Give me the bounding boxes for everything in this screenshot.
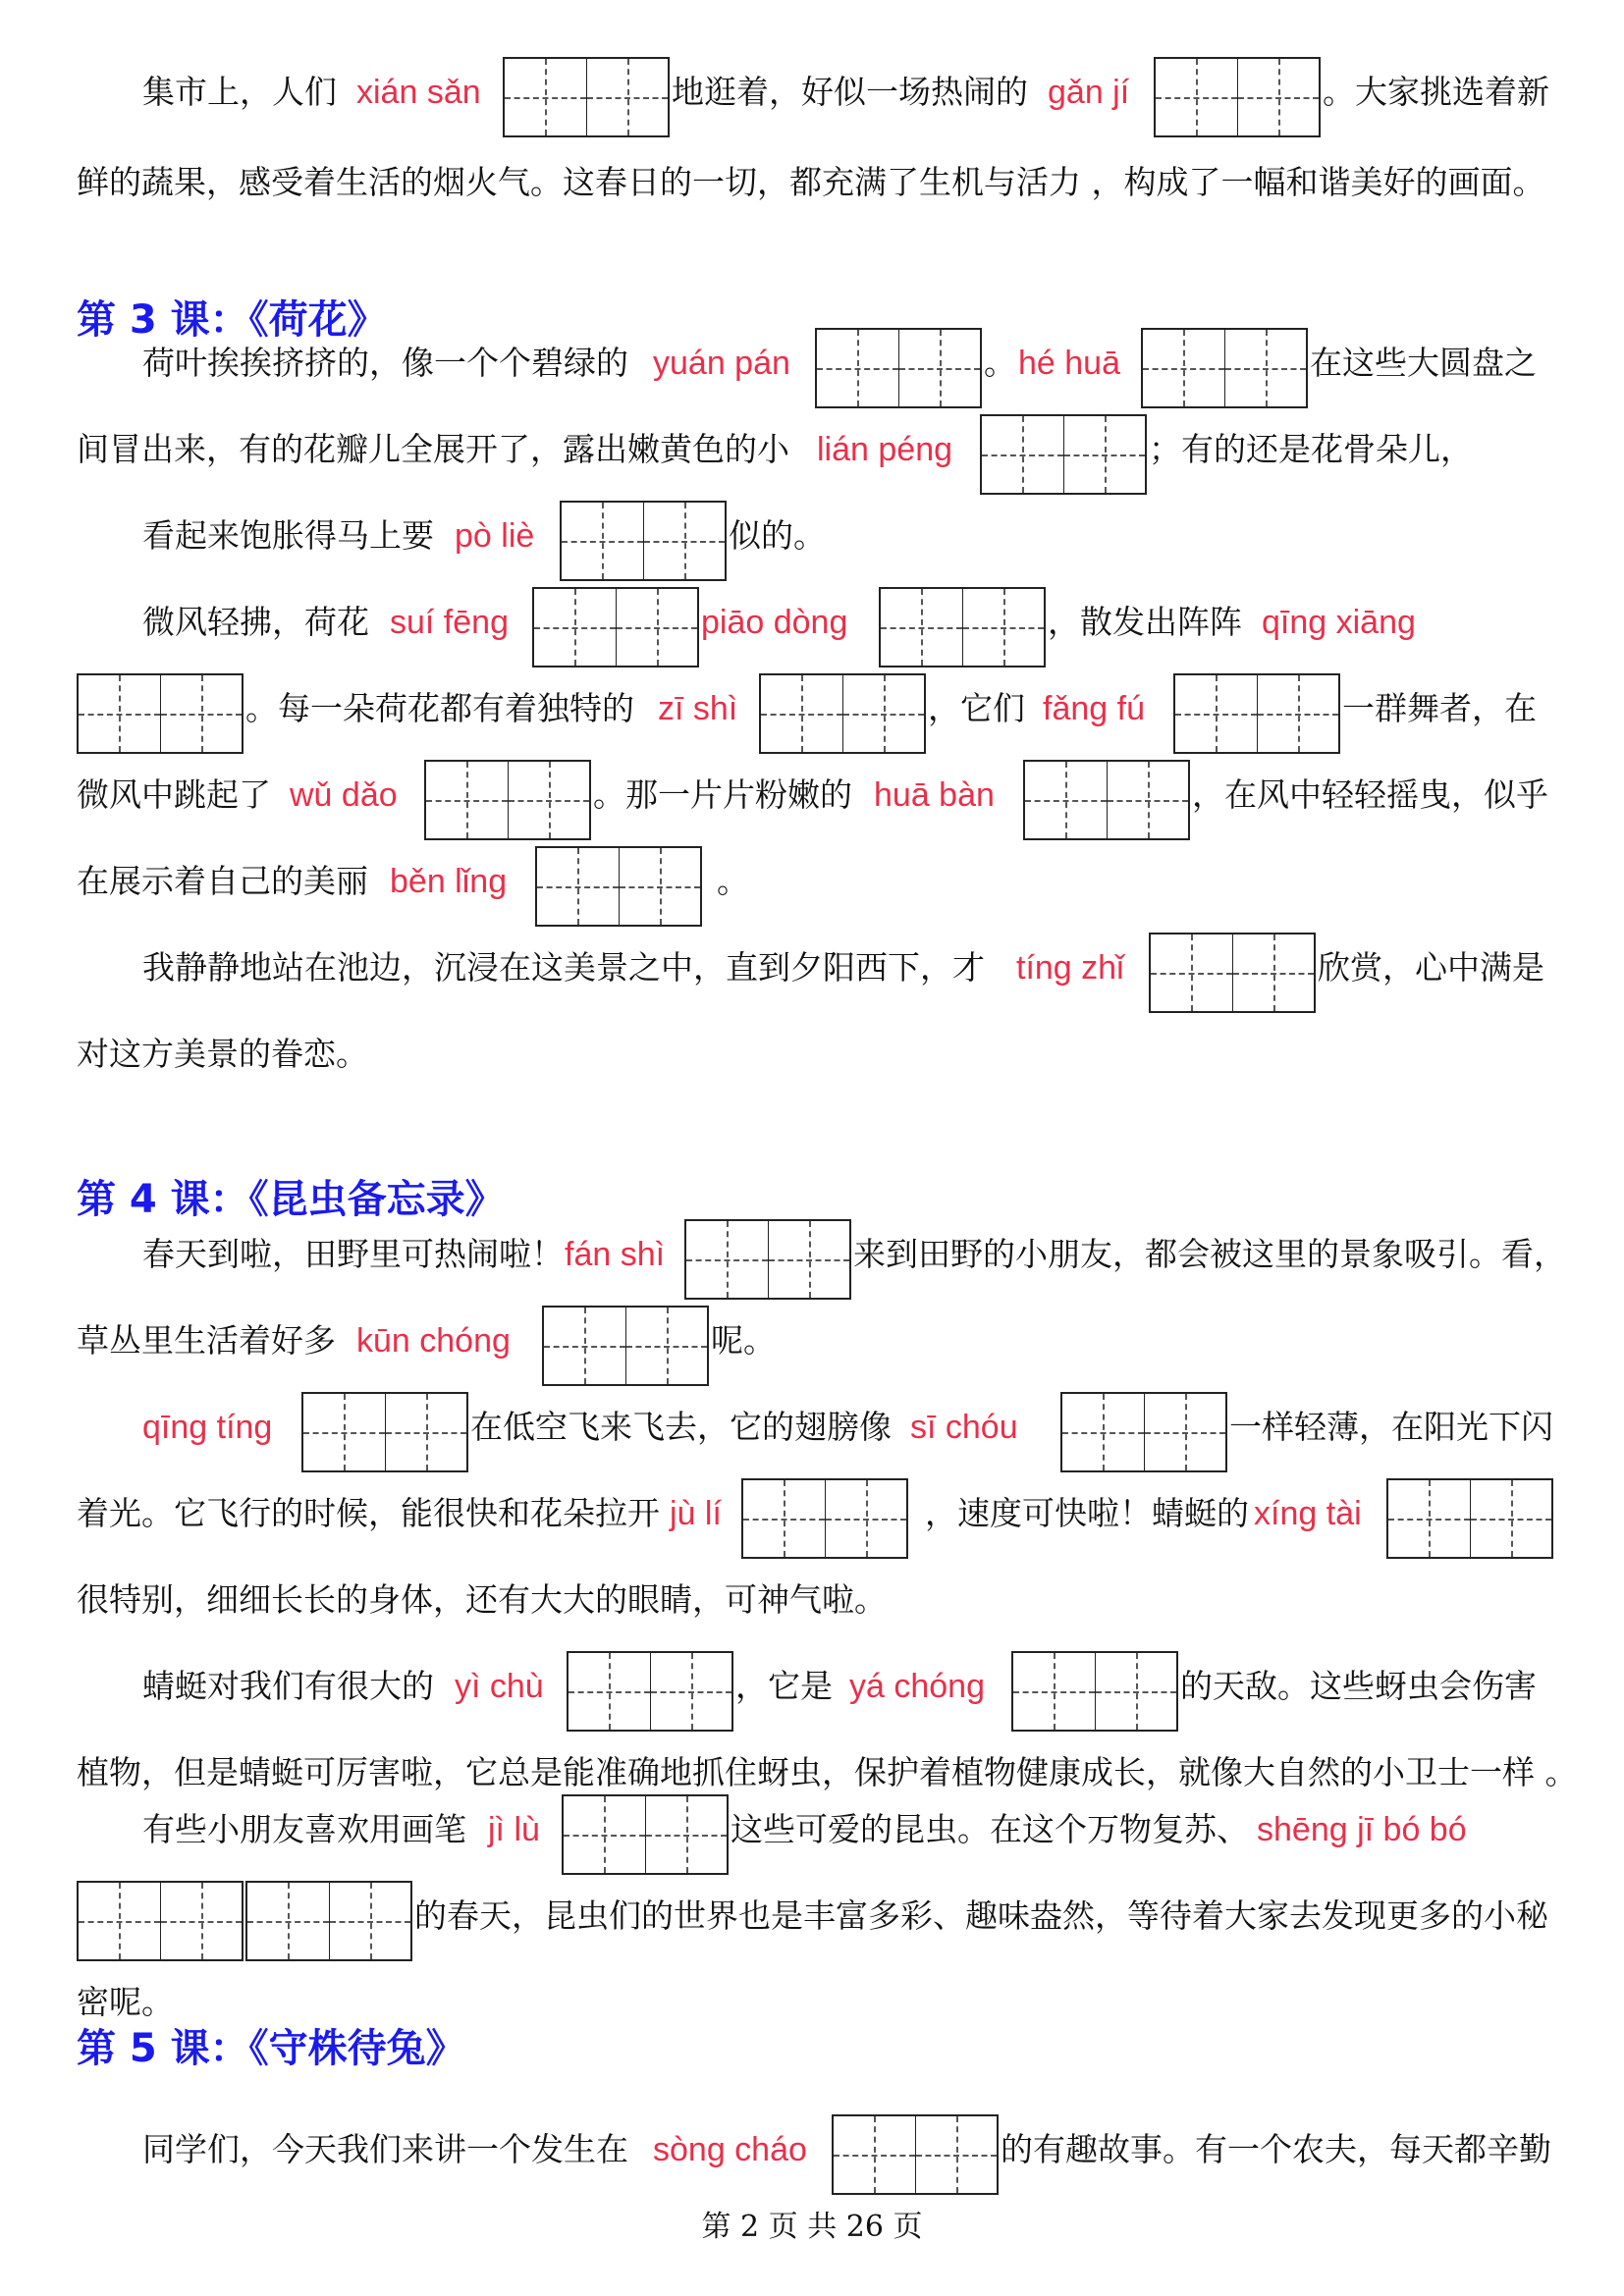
writing-cell[interactable] [962, 589, 1045, 666]
text-line [0, 1009, 1624, 1103]
writing-cell[interactable] [564, 1796, 645, 1873]
writing-cell[interactable] [1175, 675, 1257, 752]
pinyin-prompt: fǎng fú [1043, 690, 1145, 727]
text-line [0, 923, 1624, 1017]
writing-cell[interactable] [247, 1883, 329, 1959]
body-text: 在这些大圆盘之 [1310, 344, 1537, 382]
body-text: 有些小朋友喜欢用画笔 [142, 1810, 466, 1848]
writing-cell[interactable] [768, 1221, 850, 1298]
text-line [0, 404, 1624, 499]
pinyin-prompt: fán shì [565, 1236, 666, 1273]
text-line [0, 1382, 1624, 1476]
writing-cell[interactable] [1095, 1653, 1177, 1730]
text-line [0, 664, 1624, 758]
text-line [0, 577, 1624, 671]
body-text: 的有趣故事。有一个农夫，每天都辛勤 [1001, 2130, 1551, 2168]
pinyin-prompt: hé huā [1018, 345, 1120, 382]
body-text: 呢。 [711, 1321, 776, 1360]
writing-cell[interactable] [1063, 416, 1146, 493]
body-text: 对这方美景的眷恋。 [77, 1035, 368, 1073]
tianzige-answer-box[interactable] [815, 328, 982, 408]
tianzige-answer-box[interactable] [1141, 328, 1308, 408]
writing-cell[interactable] [544, 1308, 625, 1384]
tianzige-answer-box[interactable] [1173, 673, 1340, 754]
writing-cell[interactable] [1257, 675, 1339, 752]
tianzige-answer-box[interactable] [567, 1651, 733, 1732]
pinyin-prompt: zī shì [658, 690, 738, 727]
body-text: 密呢。 [77, 1983, 174, 2021]
body-text: 。每一朵荷花都有着独特的 [245, 689, 634, 727]
writing-cell[interactable] [1388, 1480, 1470, 1557]
body-text: 。 [717, 862, 749, 900]
tianzige-answer-box[interactable] [535, 846, 702, 927]
text-line [0, 1785, 1624, 1879]
body-text: 草丛里生活着好多 [77, 1321, 336, 1360]
pinyin-prompt: tíng zhǐ [1016, 949, 1124, 987]
writing-cell[interactable] [1156, 59, 1237, 135]
body-text: ，它是 [735, 1667, 833, 1705]
lesson-heading: 第 5 课：《守株待兔》 [77, 2026, 465, 2071]
writing-cell[interactable] [842, 675, 925, 752]
text-line [0, 47, 1624, 141]
body-text: 来到田野的小朋友，都会被这里的景象吸引。看， [853, 1235, 1566, 1273]
pinyin-prompt: jì lù [488, 1811, 540, 1848]
tianzige-answer-box[interactable] [532, 587, 699, 667]
tianzige-answer-box[interactable] [245, 1881, 412, 1961]
text-line [0, 836, 1624, 931]
pinyin-prompt: wǔ dǎo [290, 776, 398, 814]
body-text: 植物，但是蜻蜓可厉害啦，它总是能准确地抓住蚜虫，保护着植物健康成长，就像大自然的小卫士一样 。 [77, 1753, 1578, 1791]
pinyin-prompt: pò liè [455, 517, 535, 555]
writing-cell[interactable] [1025, 762, 1107, 838]
text-line [0, 1209, 1624, 1304]
writing-cell[interactable] [825, 1480, 907, 1557]
writing-cell[interactable] [898, 330, 981, 406]
writing-cell[interactable] [562, 503, 643, 579]
writing-cell[interactable] [982, 416, 1063, 493]
writing-cell[interactable] [1062, 1394, 1144, 1470]
tianzige-answer-box[interactable] [1023, 760, 1190, 840]
body-text: ，它们 [928, 689, 1025, 727]
writing-cell[interactable] [426, 762, 508, 838]
pinyin-prompt: qīng xiāng [1262, 604, 1416, 641]
writing-cell[interactable] [586, 59, 669, 135]
writing-cell[interactable] [619, 848, 701, 925]
tianzige-answer-box[interactable] [424, 760, 591, 840]
body-text: 间冒出来，有的花瓣儿全展开了，露出嫩黄色的小 [77, 430, 789, 468]
writing-cell[interactable] [329, 1883, 411, 1959]
writing-cell[interactable] [1107, 762, 1189, 838]
tianzige-answer-box[interactable] [684, 1219, 851, 1300]
pinyin-prompt: xián sǎn [356, 74, 481, 111]
text-line [0, 1468, 1624, 1563]
pinyin-prompt: suí fēng [390, 604, 509, 641]
writing-cell[interactable] [160, 675, 243, 752]
pinyin-prompt: kūn chóng [356, 1322, 511, 1360]
tianzige-answer-box[interactable] [301, 1392, 468, 1472]
writing-cell[interactable] [643, 503, 726, 579]
tianzige-answer-box[interactable] [980, 414, 1147, 495]
tianzige-answer-box[interactable] [1149, 933, 1316, 1013]
writing-cell[interactable] [79, 1883, 160, 1959]
writing-cell[interactable] [645, 1796, 728, 1873]
pinyin-prompt: shēng jī bó bó [1257, 1811, 1467, 1848]
body-text: 。 [984, 344, 1016, 382]
writing-cell[interactable] [1143, 330, 1224, 406]
tianzige-answer-box[interactable] [759, 673, 926, 754]
body-text: ，速度可快啦！蜻蜓的 [925, 1494, 1249, 1532]
body-text: 微风轻拂，荷花 [142, 603, 369, 641]
body-text: 集市上，人们 [142, 73, 337, 111]
text-line [0, 750, 1624, 844]
writing-cell[interactable] [834, 2116, 915, 2193]
writing-cell[interactable] [505, 59, 586, 135]
writing-cell[interactable] [1470, 1480, 1552, 1557]
body-text: 荷叶挨挨挤挤的，像一个个碧绿的 [142, 344, 628, 382]
tianzige-answer-box[interactable] [879, 587, 1046, 667]
pinyin-prompt: huā bàn [874, 776, 995, 814]
pinyin-prompt: jù lí [670, 1495, 722, 1532]
tianzige-answer-box[interactable] [560, 501, 727, 581]
tianzige-answer-box[interactable] [1154, 57, 1321, 137]
body-text: 在展示着自己的美丽 [77, 862, 368, 900]
writing-cell[interactable] [1224, 330, 1307, 406]
body-text: 着光。它飞行的时候，能很快和花朵拉开 [77, 1494, 660, 1532]
body-text: 一群舞者，在 [1342, 689, 1537, 727]
body-text: 蜻蜓对我们有很大的 [142, 1667, 434, 1705]
text-line [0, 1296, 1624, 1390]
text-line [0, 1957, 1624, 2052]
writing-cell[interactable] [508, 762, 590, 838]
page-footer: 第 2 页 共 26 页 [701, 2210, 923, 2244]
pinyin-prompt: qīng tíng [142, 1409, 273, 1446]
body-text: 似的。 [729, 516, 826, 555]
body-text: ；有的还是花骨朵儿， [1149, 430, 1473, 468]
body-text: 我静静地站在池边，沉浸在这美景之中，直到夕阳西下，才 [142, 948, 985, 987]
body-text: 。那一片片粉嫩的 [593, 775, 852, 814]
body-text: 一样轻薄，在阳光下闪 [1229, 1408, 1553, 1446]
tianzige-answer-box[interactable] [741, 1478, 908, 1559]
tianzige-answer-box[interactable] [562, 1794, 729, 1875]
text-line [0, 1555, 1624, 1649]
body-text: 。大家挑选着新 [1323, 73, 1549, 111]
writing-cell[interactable] [534, 589, 616, 666]
body-text: 在低空飞来飞去，它的翅膀像 [470, 1408, 892, 1446]
tianzige-answer-box[interactable] [503, 57, 670, 137]
pinyin-prompt: gǎn jí [1048, 74, 1130, 111]
body-text: 的春天，昆虫们的世界也是丰富多彩、趣味盎然，等待着大家去发现更多的小秘 [414, 1896, 1548, 1935]
pinyin-prompt: xíng tài [1254, 1495, 1362, 1532]
writing-cell[interactable] [568, 1653, 650, 1730]
body-text: 很特别，细细长长的身体，还有大大的眼睛，可神气啦。 [77, 1580, 887, 1619]
text-line [0, 491, 1624, 585]
body-text: 地逛着，好似一场热闹的 [672, 73, 1028, 111]
text-line [0, 2105, 1624, 2199]
text-line [0, 137, 1624, 232]
writing-cell[interactable] [743, 1480, 825, 1557]
writing-cell[interactable] [385, 1394, 467, 1470]
pinyin-prompt: lián péng [817, 431, 953, 468]
writing-cell[interactable] [303, 1394, 385, 1470]
body-text: 看起来饱胀得马上要 [142, 516, 434, 555]
writing-cell[interactable] [686, 1221, 768, 1298]
pinyin-prompt: běn lǐng [390, 863, 508, 900]
writing-cell[interactable] [915, 2116, 998, 2193]
body-text: 这些可爱的昆虫。在这个万物复苏、 [731, 1810, 1249, 1848]
text-line [0, 1871, 1624, 1965]
writing-cell[interactable] [160, 1883, 243, 1959]
writing-cell[interactable] [650, 1653, 732, 1730]
body-text: 春天到啦，田野里可热闹啦！ [142, 1235, 564, 1273]
text-line [0, 318, 1624, 412]
pinyin-prompt: sī chóu [910, 1409, 1018, 1446]
pinyin-prompt: sòng cháo [653, 2131, 807, 2168]
pinyin-prompt: yì chù [455, 1668, 544, 1705]
body-text: 同学们，今天我们来讲一个发生在 [142, 2130, 628, 2168]
tianzige-answer-box[interactable] [1386, 1478, 1553, 1559]
pinyin-prompt: piāo dòng [701, 604, 848, 641]
lesson-heading: 第 4 课：《昆虫备忘录》 [77, 1177, 505, 1222]
text-line [0, 1641, 1624, 1735]
writing-cell[interactable] [625, 1308, 708, 1384]
tianzige-answer-box[interactable] [832, 2114, 999, 2195]
tianzige-answer-box[interactable] [542, 1306, 709, 1386]
writing-cell[interactable] [1013, 1653, 1095, 1730]
lesson-heading: 第 3 课：《荷花》 [77, 297, 387, 343]
body-text: 微风中跳起了 [77, 775, 271, 814]
writing-cell[interactable] [79, 675, 160, 752]
writing-cell[interactable] [1237, 59, 1320, 135]
body-text: ，在风中轻轻摇曳，似乎 [1192, 775, 1548, 814]
writing-cell[interactable] [761, 675, 842, 752]
body-text: 的天敌。这些蚜虫会伤害 [1180, 1667, 1537, 1705]
writing-cell[interactable] [1151, 934, 1232, 1011]
writing-cell[interactable] [817, 330, 898, 406]
body-text: ，散发出阵阵 [1048, 603, 1242, 641]
writing-cell[interactable] [537, 848, 619, 925]
body-text: 欣赏，心中满是 [1318, 948, 1544, 987]
writing-cell[interactable] [616, 589, 698, 666]
pinyin-prompt: yuán pán [653, 345, 790, 382]
writing-cell[interactable] [1144, 1394, 1226, 1470]
tianzige-answer-box[interactable] [77, 1881, 244, 1961]
tianzige-answer-box[interactable] [1011, 1651, 1178, 1732]
tianzige-answer-box[interactable] [77, 673, 244, 754]
pinyin-prompt: yá chóng [849, 1668, 985, 1705]
body-text: 鲜的蔬果，感受着生活的烟火气。这春日的一切，都充满了生机与活力 ，构成了一幅和谐美好的画面。 [77, 163, 1545, 201]
tianzige-answer-box[interactable] [1060, 1392, 1227, 1472]
writing-cell[interactable] [881, 589, 962, 666]
writing-cell[interactable] [1232, 934, 1315, 1011]
